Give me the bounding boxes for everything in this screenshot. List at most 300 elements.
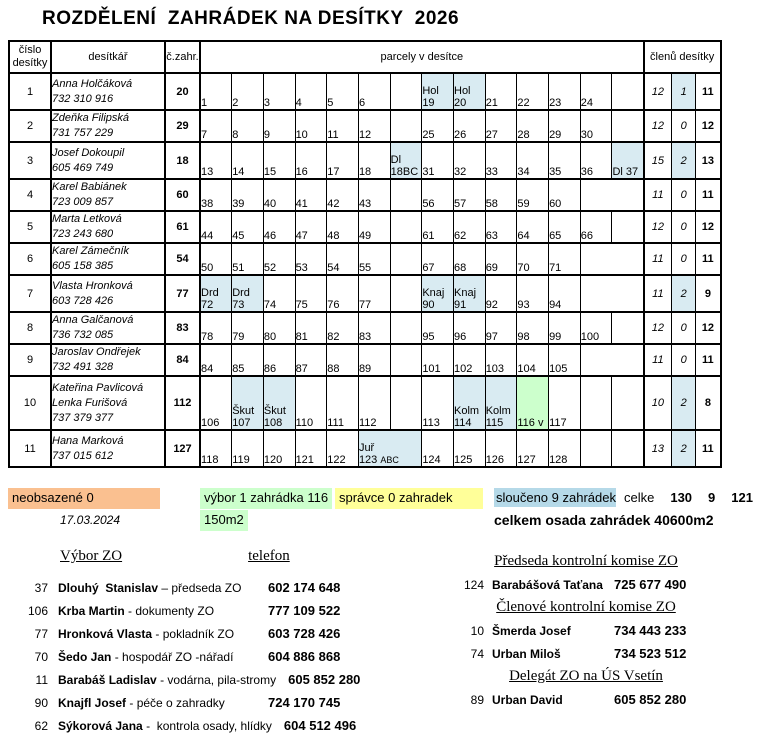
parcel-number: 62 — [454, 230, 467, 242]
parcel-cell — [422, 243, 454, 275]
parcel-cell — [390, 73, 422, 110]
parcel-number: 36 — [580, 166, 593, 178]
parcel-prefix: Škut — [263, 405, 286, 417]
parcel-number: 50 — [201, 262, 214, 274]
parcel-number: 17 — [327, 166, 340, 178]
parcel-number: 39 — [232, 198, 245, 210]
commission-header-text: Členové kontrolní komise ZO — [496, 599, 676, 615]
members-total-cell: 13 — [644, 430, 672, 467]
parcel-cell — [263, 73, 295, 110]
parcel-number: 21 — [485, 97, 498, 109]
parcel-cell — [295, 344, 327, 376]
commission-garden-no: 124 — [463, 577, 484, 592]
parcel-cell — [200, 275, 232, 312]
parcel-number: 4 — [295, 97, 302, 109]
parcel-cell — [612, 110, 644, 142]
legend-total-net: 121 — [731, 490, 753, 505]
parcel-cell — [517, 312, 549, 344]
leader-line: 736 732 085 — [52, 329, 114, 341]
parcel-cell — [263, 211, 295, 243]
garden-no-cell: 54 — [165, 243, 200, 275]
leader-line: Karel Zámečník — [52, 245, 130, 257]
parcel-number: 55 — [358, 262, 372, 274]
parcel-number: 1 — [201, 97, 208, 109]
parcel-cell — [612, 73, 644, 110]
parcel-cell — [390, 179, 422, 211]
col-header-number: číslo desítky — [9, 41, 51, 73]
parcel-number: 45 — [232, 230, 245, 242]
parcel-number: 49 — [358, 230, 372, 242]
commission-contact-row — [450, 619, 722, 642]
members-net-cell: 12 — [696, 211, 721, 243]
commission-garden-no: 89 — [470, 692, 484, 707]
parcel-number: 99 — [549, 331, 562, 343]
parcel-number: 104 — [517, 363, 536, 375]
parcel-number: 18 — [358, 166, 372, 178]
parcel-cell — [200, 142, 232, 179]
parcel-cell — [295, 73, 327, 110]
members-net-cell: 12 — [696, 312, 721, 344]
commission-section-header — [450, 550, 722, 573]
parcel-cell — [580, 110, 612, 142]
parcel-cell — [263, 376, 295, 430]
leader-cell — [51, 142, 165, 179]
commission-header-text: Předseda kontrolní komise ZO — [494, 553, 678, 569]
parcel-number: 74 — [263, 299, 277, 311]
parcel-cell — [422, 344, 454, 376]
garden-no-cell: 84 — [165, 344, 200, 376]
members-total-cell: 11 — [644, 275, 672, 312]
parcel-number: 7 — [201, 129, 208, 141]
parcel-number: 94 — [549, 299, 562, 311]
parcel-number: 100 — [580, 331, 600, 343]
parcel-cell — [485, 376, 517, 430]
parcel-cell — [358, 243, 390, 275]
parcel-cell — [580, 142, 612, 179]
leader-cell — [51, 344, 165, 376]
parcel-cell — [200, 211, 232, 243]
members-total-cell: 12 — [644, 312, 672, 344]
table-row — [9, 376, 721, 430]
commission-garden-no: 10 — [470, 623, 484, 638]
parcel-number: 122 — [327, 454, 346, 466]
parcel-number: 6 — [358, 97, 366, 109]
contact-phone: 777 109 522 — [268, 603, 341, 618]
contact-phone: 603 728 426 — [268, 626, 341, 641]
legend-unoccupied: neobsazené 0 — [8, 488, 160, 509]
parcel-cell — [263, 344, 295, 376]
parcel-number: 84 — [201, 363, 214, 375]
parcel-prefix: Juř — [358, 442, 375, 454]
parcel-cell — [358, 73, 390, 110]
parcel-cell — [327, 211, 359, 243]
parcel-cell — [485, 211, 517, 243]
contact-phone: 602 174 648 — [268, 580, 341, 595]
members-merged-cell: 0 — [672, 110, 696, 142]
parcel-cell — [422, 376, 454, 430]
legend-date: 17.03.2024 — [59, 513, 121, 527]
parcel-number: 42 — [327, 198, 340, 210]
parcel-cell — [232, 243, 264, 275]
parcel-number: 27 — [485, 129, 498, 141]
contact-name: Barabáš Ladislav — [58, 672, 157, 687]
table-row — [9, 344, 721, 376]
parcel-cell — [454, 73, 486, 110]
contact-name: Dlouhý Stanislav — [58, 580, 159, 595]
contact-role: - vodárna, pila-stromy — [160, 672, 277, 687]
commission-phone: 605 852 280 — [614, 692, 687, 707]
parcel-cell — [200, 243, 232, 275]
parcel-cell — [327, 344, 359, 376]
contact-garden-no: 11 — [35, 672, 48, 687]
contact-row — [8, 668, 370, 691]
commission-section-header — [450, 596, 722, 619]
contact-role: - péče o zahradky — [129, 695, 225, 710]
parcel-prefix: Hol — [454, 85, 471, 97]
leader-line: 732 310 916 — [52, 92, 114, 105]
members-net-cell: 11 — [696, 243, 721, 275]
leader-line: Hana Marková — [52, 434, 124, 447]
parcel-cell — [390, 110, 422, 142]
parcel-number: 32 — [454, 166, 467, 178]
table-row — [9, 243, 721, 275]
parcel-cell — [485, 344, 517, 376]
parcel-number: 75 — [295, 299, 308, 311]
parcel-number: 22 — [517, 97, 530, 109]
parcel-cell — [485, 73, 517, 110]
contact-row — [8, 645, 370, 668]
parcel-number: 107 — [232, 417, 251, 429]
leader-cell — [51, 179, 165, 211]
parcel-number: 10 — [295, 129, 308, 141]
parcel-number: 70 — [517, 262, 530, 274]
parcel-cell — [485, 275, 517, 312]
parcel-cell — [454, 430, 486, 467]
parcel-number: 20 — [454, 97, 467, 109]
parcel-number: 89 — [358, 363, 372, 375]
leader-line: 723 243 680 — [52, 228, 114, 240]
legend-manager: správce 0 zahradek — [335, 488, 483, 509]
parcel-cell — [263, 430, 295, 467]
commission-phone: 734 443 233 — [614, 623, 687, 638]
table-row — [9, 312, 721, 344]
parcel-number: 18BC — [390, 166, 419, 178]
parcel-cell — [263, 243, 295, 275]
legend-merged-line — [490, 488, 757, 509]
parcel-cell — [327, 179, 359, 211]
parcel-cell — [517, 73, 549, 110]
parcel-number: 81 — [295, 331, 308, 343]
parcel-number: 111 — [327, 417, 344, 429]
page-title: ROZDĚLENÍ ZAHRÁDEK NA DESÍTKY 2026 — [42, 8, 460, 29]
parcel-prefix: Kolm — [485, 405, 511, 417]
parcel-cell — [232, 142, 264, 179]
table-row — [9, 110, 721, 142]
committee-contact-list — [8, 548, 370, 737]
parcel-cell — [200, 179, 232, 211]
parcel-cell — [232, 430, 264, 467]
parcel-cell — [327, 376, 359, 430]
parcel-cell — [549, 430, 581, 467]
parcel-number: 65 — [549, 230, 562, 242]
committee-header: Výbor ZO — [60, 548, 123, 564]
commission-contact-row — [450, 642, 722, 665]
parcel-cell — [358, 179, 390, 211]
parcel-number: 64 — [517, 230, 530, 242]
control-commission-list — [450, 550, 722, 711]
members-merged-cell: 0 — [672, 211, 696, 243]
parcel-number: 92 — [485, 299, 498, 311]
leader-cell — [51, 73, 165, 110]
contact-role: - kontrola osady, hlídky — [146, 718, 272, 733]
commission-contact-row — [450, 688, 722, 711]
contact-role: - dokumenty ZO — [128, 603, 215, 618]
parcel-cell — [390, 344, 422, 376]
members-merged-cell: 2 — [672, 142, 696, 179]
parcel-prefix: Dl — [390, 154, 402, 166]
garden-no-cell: 77 — [165, 275, 200, 312]
contact-phone: 604 886 868 — [268, 649, 341, 664]
parcel-cell — [263, 110, 295, 142]
parcel-number: 124 — [422, 454, 441, 466]
parcel-cell — [549, 243, 581, 275]
parcel-number: 40 — [263, 198, 277, 210]
leader-line: Josef Dokoupil — [52, 146, 125, 159]
parcel-prefix: Knaj — [422, 287, 445, 299]
legend-merged: sloučeno 9 zahrádek — [496, 490, 616, 505]
parcel-number: 77 — [358, 299, 372, 311]
parcel-number: 41 — [295, 198, 308, 210]
col-header-leader: desítkář — [51, 41, 165, 73]
parcel-number: 44 — [201, 230, 214, 242]
parcel-number: 48 — [327, 230, 340, 242]
parcel-cell — [485, 179, 517, 211]
parcel-cell — [454, 312, 486, 344]
parcel-cell — [358, 344, 390, 376]
parcel-number: 91 — [454, 299, 467, 311]
members-net-cell: 11 — [696, 344, 721, 376]
parcel-number: 5 — [327, 97, 334, 109]
parcel-number: 119 — [232, 454, 250, 466]
parcel-number: 53 — [295, 262, 308, 274]
leader-cell — [51, 243, 165, 275]
leader-line: 603 728 426 — [52, 294, 114, 307]
parcel-number: 85 — [232, 363, 245, 375]
parcel-number: 78 — [201, 331, 214, 343]
leader-line: Zdeňka Filipská — [52, 112, 130, 124]
col-header-garden-no: č.zahr. — [165, 41, 200, 73]
garden-no-cell: 61 — [165, 211, 200, 243]
parcel-cell — [232, 376, 264, 430]
parcel-number: 108 — [263, 417, 283, 429]
garden-no-cell: 20 — [165, 73, 200, 110]
parcel-cell — [422, 211, 454, 243]
contact-name-desc — [48, 604, 256, 618]
leader-cell — [51, 430, 165, 467]
contact-garden-no: 62 — [34, 718, 48, 733]
parcel-cell — [327, 142, 359, 179]
parcel-cell — [327, 73, 359, 110]
parcel-cell — [485, 243, 517, 275]
garden-no-cell: 18 — [165, 142, 200, 179]
parcel-number: 118 — [201, 454, 219, 466]
parcel-number: 83 — [358, 331, 372, 343]
row-number-cell: 2 — [9, 110, 51, 142]
leader-line: Karel Babiánek — [52, 181, 127, 193]
members-merged-cell: 0 — [672, 312, 696, 344]
members-total-cell: 11 — [644, 344, 672, 376]
parcel-cell — [232, 312, 264, 344]
commission-contact-row — [450, 573, 722, 596]
parcel-cell — [327, 275, 359, 312]
parcel-cell — [580, 376, 612, 430]
phone-header: telefon — [248, 548, 290, 564]
parcel-cell — [358, 275, 390, 312]
parcel-cell — [580, 73, 612, 110]
parcel-cell — [580, 312, 612, 344]
parcel-cell — [422, 312, 454, 344]
contact-role: – předseda ZO — [161, 580, 242, 595]
parcel-cell — [517, 275, 549, 312]
parcel-number: 14 — [232, 166, 245, 178]
parcel-number: 13 — [201, 166, 214, 178]
parcel-number: 11 — [327, 129, 339, 141]
contact-phone: 604 512 496 — [283, 718, 357, 733]
parcel-cell — [580, 211, 612, 243]
row-number-cell: 1 — [9, 73, 51, 110]
parcel-cell — [295, 430, 327, 467]
members-total-cell: 10 — [644, 376, 672, 430]
parcel-number: 101 — [422, 363, 441, 375]
parcel-cell — [263, 312, 295, 344]
contact-name-desc — [48, 673, 276, 687]
parcel-number: 113 — [422, 417, 440, 429]
parcel-cell — [358, 430, 421, 467]
commission-phone: 734 523 512 — [614, 646, 687, 661]
parcel-number: 30 — [580, 129, 593, 141]
contact-garden-no: 106 — [27, 603, 48, 618]
parcel-cell — [390, 211, 422, 243]
parcel-prefix: Škut — [232, 405, 255, 417]
contact-role: - hospodář ZO -nářadí — [114, 649, 234, 664]
parcel-number: 35 — [549, 166, 562, 178]
col-header-parcels: parcely v desítce — [200, 41, 644, 73]
parcel-number: 67 — [422, 262, 435, 274]
parcel-number: 93 — [517, 299, 530, 311]
parcel-number: Dl 37 — [612, 166, 639, 178]
parcel-cell — [390, 376, 422, 430]
table-row — [9, 275, 721, 312]
contact-garden-no: 90 — [34, 695, 48, 710]
parcel-cell — [517, 344, 549, 376]
leader-line: Lenka Furišová — [52, 396, 128, 409]
contact-row — [8, 622, 370, 645]
contact-name: Krba Martin — [58, 603, 125, 618]
parcel-prefix: Kolm — [454, 405, 480, 417]
parcel-cell — [200, 312, 232, 344]
members-total-cell: 12 — [644, 211, 672, 243]
parcel-cell — [422, 275, 454, 312]
parcel-cell — [517, 110, 549, 142]
parcel-prefix: Hol — [422, 85, 439, 97]
parcel-cell — [200, 344, 232, 376]
members-net-cell: 12 — [696, 110, 721, 142]
commission-name: Barabášová Taťana — [492, 577, 603, 592]
commission-name: Urban David — [492, 692, 563, 707]
parcel-number: 47 — [295, 230, 308, 242]
garden-no-cell: 112 — [165, 376, 200, 430]
parcel-cell — [200, 376, 232, 430]
parcel-cell — [390, 243, 422, 275]
parcel-cell — [232, 179, 264, 211]
parcel-cell — [232, 211, 264, 243]
parcel-number: 73 — [232, 299, 245, 311]
parcel-number: 120 — [263, 454, 283, 466]
contact-row — [8, 599, 370, 622]
parcel-prefix: Drd — [232, 287, 250, 299]
committee-list-header — [8, 548, 370, 576]
parcel-cell — [295, 110, 327, 142]
members-net-cell: 9 — [696, 275, 721, 312]
parcel-cell — [549, 376, 581, 430]
parcel-cell — [422, 110, 454, 142]
parcel-cell — [232, 73, 264, 110]
parcel-number: 59 — [517, 198, 530, 210]
leader-line: Anna Galčanová — [52, 314, 134, 326]
row-number-cell: 10 — [9, 376, 51, 430]
parcel-number: 116 v — [517, 417, 544, 429]
parcel-prefix: Knaj — [454, 287, 477, 299]
parcel-suffix: ABC — [380, 455, 399, 465]
parcel-number: 126 — [485, 454, 505, 466]
allocation-table — [8, 40, 722, 468]
parcel-number: 121 — [295, 454, 314, 466]
table-header-row — [9, 41, 721, 73]
parcel-cell — [580, 430, 612, 467]
parcel-cell — [232, 344, 264, 376]
contact-name: Knajfl Josef — [58, 695, 127, 710]
row-number-cell: 8 — [9, 312, 51, 344]
parcel-cell — [549, 344, 581, 376]
parcel-number: 117 — [549, 417, 567, 429]
members-total-cell: 11 — [644, 243, 672, 275]
parcel-cell — [549, 275, 581, 312]
parcel-number: 110 — [295, 417, 314, 429]
parcel-cell — [612, 430, 644, 467]
contact-garden-no: 70 — [34, 649, 48, 664]
parcel-cell — [232, 275, 264, 312]
parcel-number: 24 — [580, 97, 593, 109]
parcel-number: 26 — [454, 129, 467, 141]
leader-line: 731 757 229 — [52, 127, 114, 139]
members-total-cell: 15 — [644, 142, 672, 179]
parcel-cell — [549, 179, 581, 211]
parcel-number: 3 — [263, 97, 270, 109]
parcel-cell — [454, 344, 486, 376]
parcel-number: 71 — [549, 262, 562, 274]
parcel-cell — [263, 142, 295, 179]
parcel-cell — [295, 211, 327, 243]
parcel-number: 96 — [454, 331, 467, 343]
parcel-cell — [200, 73, 232, 110]
parcel-number: 63 — [485, 230, 498, 242]
parcel-cell — [454, 275, 486, 312]
row-number-cell: 6 — [9, 243, 51, 275]
parcel-cell — [390, 312, 422, 344]
parcel-cell — [263, 179, 295, 211]
parcel-number: 61 — [422, 230, 435, 242]
contact-name-desc — [48, 696, 256, 710]
